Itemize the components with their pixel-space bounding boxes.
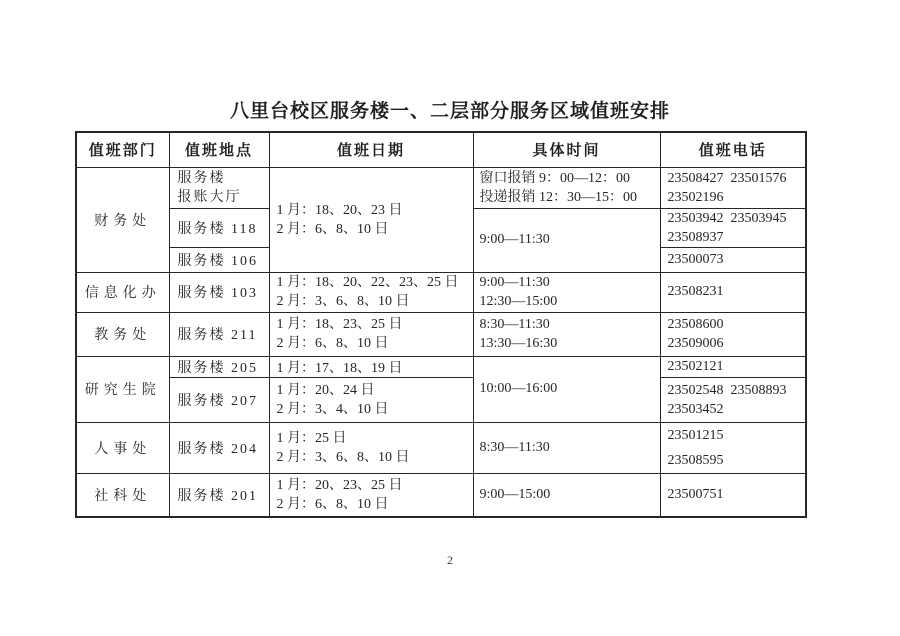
phone-cell-it: 23508231 bbox=[660, 272, 806, 312]
table-row bbox=[76, 377, 806, 422]
date-cell-academic bbox=[269, 312, 473, 356]
phone-line: 23503942 23503945 bbox=[667, 210, 787, 226]
date-cell-205: 1 月：17、18、19 日 bbox=[269, 356, 473, 377]
phone-cell-106: 23500073 bbox=[660, 247, 806, 272]
phone-line: 23509006 bbox=[667, 336, 724, 351]
page-number: 2 bbox=[447, 553, 453, 567]
date-cell-207 bbox=[269, 377, 473, 422]
location-cell-201: 服务楼 201 bbox=[169, 473, 269, 517]
header-cell-date: 值班日期 bbox=[269, 132, 473, 167]
table-header-row bbox=[76, 132, 806, 167]
phone-line: 23508595 bbox=[667, 452, 724, 468]
table-row bbox=[76, 312, 806, 356]
phone-cell-205: 23502121 bbox=[660, 356, 806, 377]
date-cell-it bbox=[269, 272, 473, 312]
date-line: 2 月：6、8、10 日 bbox=[276, 221, 389, 237]
phone-line: 23508427 23501576 bbox=[667, 170, 787, 186]
time-cell-graduate: 10:00—16:00 bbox=[473, 356, 660, 422]
location-cell-103: 服务楼 103 bbox=[169, 272, 269, 312]
time-cell-rooms: 9:00—11:30 bbox=[473, 208, 660, 272]
date-line: 2 月：3、6、8、10 日 bbox=[276, 294, 410, 309]
dept-cell-hr: 人事处 bbox=[76, 422, 169, 473]
phone-cell-207 bbox=[660, 377, 806, 422]
dept-cell-it: 信息化办 bbox=[76, 272, 169, 312]
phone-cell-academic bbox=[660, 312, 806, 356]
table-row bbox=[76, 473, 806, 517]
phone-line: 23502548 23508893 bbox=[667, 382, 787, 398]
header-cell-department: 值班部门 bbox=[76, 132, 169, 167]
location-cell-118: 服务楼 118 bbox=[169, 208, 269, 247]
time-cell-hall bbox=[473, 167, 660, 208]
date-line: 1 月：20、23、25 日 bbox=[276, 477, 403, 493]
date-line: 1 月：25 日 bbox=[276, 430, 347, 446]
dept-cell-finance: 财务处 bbox=[76, 167, 169, 272]
phone-cell-hr bbox=[660, 422, 806, 473]
phone-line: 23503452 bbox=[667, 401, 724, 417]
time-line: 13:30—16:30 bbox=[479, 336, 558, 351]
date-line: 2 月：6、8、10 日 bbox=[276, 336, 389, 351]
date-cell-social bbox=[269, 473, 473, 517]
date-line: 2 月：3、4、10 日 bbox=[276, 401, 389, 417]
table-row bbox=[76, 272, 806, 312]
phone-line: 23508600 bbox=[667, 317, 724, 332]
phone-cell-hall bbox=[660, 167, 806, 208]
time-line: 9:00—11:30 bbox=[479, 275, 550, 290]
time-line: 投递报销 12：30—15：00 bbox=[479, 189, 637, 205]
phone-line: 23508937 bbox=[667, 229, 724, 245]
phone-cell-118 bbox=[660, 208, 806, 247]
location-cell-211: 服务楼 211 bbox=[169, 312, 269, 356]
time-cell-hr: 8:30—11:30 bbox=[473, 422, 660, 473]
page-title: 八里台校区服务楼一、二层部分服务区域值班安排 bbox=[229, 101, 670, 122]
duty-schedule-table bbox=[75, 131, 807, 518]
phone-line: 23502196 bbox=[667, 189, 724, 205]
location-cell-204: 服务楼 204 bbox=[169, 422, 269, 473]
date-line: 1 月：20、24 日 bbox=[276, 382, 375, 398]
table-row bbox=[76, 422, 806, 473]
time-cell-it bbox=[473, 272, 660, 312]
date-line: 2 月：3、6、8、10 日 bbox=[276, 449, 410, 465]
time-cell-academic bbox=[473, 312, 660, 356]
phone-cell-social: 23500751 bbox=[660, 473, 806, 517]
date-cell-hr bbox=[269, 422, 473, 473]
date-line: 1 月：18、20、23 日 bbox=[276, 202, 403, 218]
location-cell-207: 服务楼 207 bbox=[169, 377, 269, 422]
location-cell-205: 服务楼 205 bbox=[169, 356, 269, 377]
location-line: 报账大厅 bbox=[177, 189, 242, 205]
phone-line: 23501215 bbox=[667, 427, 724, 443]
date-line: 1 月：18、23、25 日 bbox=[276, 317, 403, 332]
location-cell-hall bbox=[169, 167, 269, 208]
header-cell-location: 值班地点 bbox=[169, 132, 269, 167]
location-line: 服务楼 bbox=[177, 170, 226, 186]
time-line: 窗口报销 9：00—12：00 bbox=[479, 170, 630, 186]
date-line: 2 月：6、8、10 日 bbox=[276, 496, 389, 512]
location-cell-106: 服务楼 106 bbox=[169, 247, 269, 272]
dept-cell-graduate: 研究生院 bbox=[76, 356, 169, 422]
time-line: 12:30—15:00 bbox=[479, 294, 558, 309]
date-cell-finance bbox=[269, 167, 473, 272]
header-cell-phone: 值班电话 bbox=[660, 132, 806, 167]
table-row bbox=[76, 167, 806, 208]
dept-cell-social: 社科处 bbox=[76, 473, 169, 517]
time-cell-social: 9:00—15:00 bbox=[473, 473, 660, 517]
header-cell-time: 具体时间 bbox=[473, 132, 660, 167]
time-line: 8:30—11:30 bbox=[479, 317, 550, 332]
table-row bbox=[76, 356, 806, 377]
date-line: 1 月：18、20、22、23、25 日 bbox=[276, 275, 459, 290]
dept-cell-academic: 教务处 bbox=[76, 312, 169, 356]
